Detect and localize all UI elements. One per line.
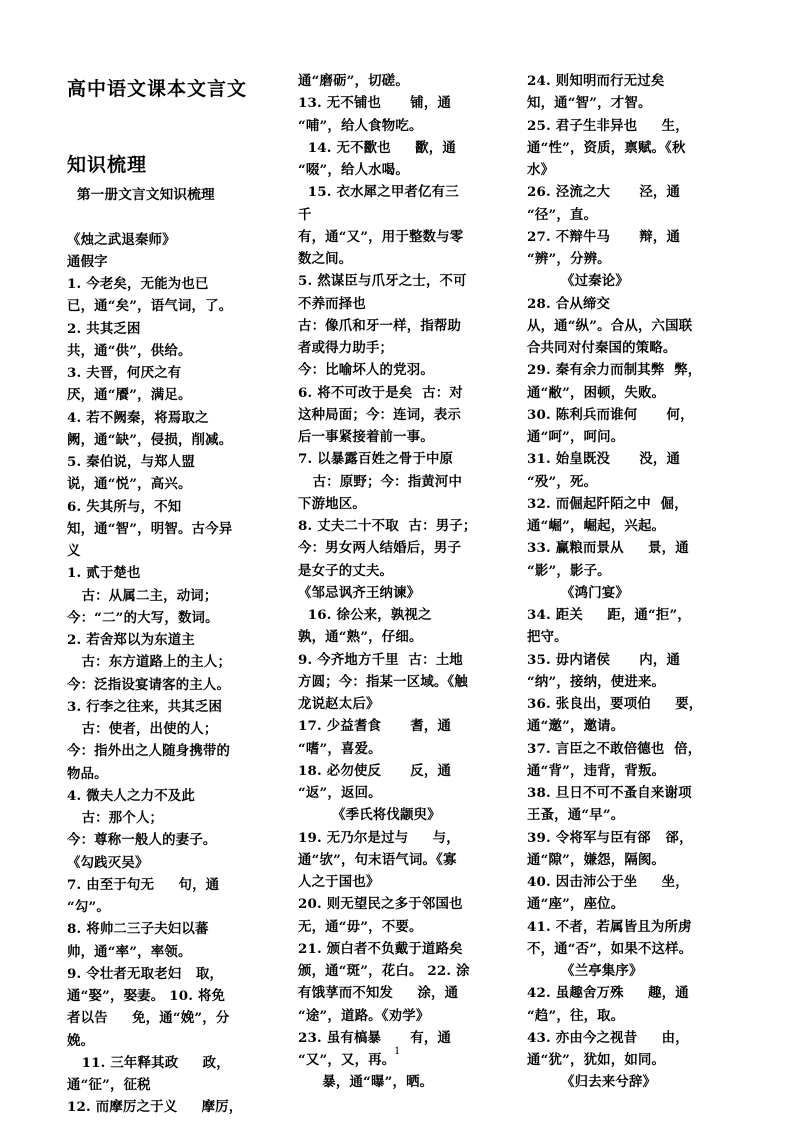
text-line: 不养而择也	[298, 295, 366, 312]
text-line: 《过秦论》	[527, 273, 629, 290]
text-line: 28. 合从缔交	[527, 295, 611, 312]
text-line: 物品。	[67, 765, 108, 782]
text-line: 15. 衣水犀之甲者亿有三	[298, 184, 459, 201]
text-line: 5. 然谋臣与爪牙之士，不可	[298, 273, 467, 290]
text-line: 21. 颁白者不负戴于道路矣	[298, 940, 463, 957]
text-column-left	[67, 70, 275, 1119]
text-line: 古：从属二主，动词；	[67, 587, 218, 604]
text-line: 今：泛指设宴请客的主人。	[67, 676, 231, 693]
text-line: 今：“二”的大写，数词。	[67, 609, 219, 626]
text-line: 9. 令壮者无取老妇 取，	[67, 965, 224, 982]
text-line: 古：东方道路上的主人；	[67, 654, 232, 671]
text-line: 者以告 免，通“娩”，分	[67, 1010, 230, 1027]
text-line: 4. 若不阙秦，将焉取之	[67, 409, 209, 426]
text-line: 无，通“毋”，不要。	[298, 918, 423, 935]
text-line: 34. 距关 距，通“拒”，	[527, 607, 692, 623]
text-line: 后一事紧接着前一事。	[298, 429, 434, 445]
text-line: 《鸿门宴》	[527, 584, 629, 601]
text-line: 古：原野；今：指黄河中	[298, 473, 463, 490]
text-line: 6. 将不可改于是矣 古：对	[298, 384, 463, 401]
text-line: 12. 而摩厉之于义 摩厉，	[67, 1099, 243, 1116]
text-line: 40. 因击沛公于坐 坐，	[527, 874, 689, 890]
text-line: “纳”，接纳，使进来。	[527, 673, 666, 690]
text-line: 19. 无乃尔是过与 与，	[298, 829, 460, 846]
text-line: 14. 无不歠也 歠，通	[298, 139, 456, 156]
text-column-middle	[298, 70, 504, 1094]
text-line: 1. 贰于楚也	[67, 565, 141, 582]
text-line: 知，通“智”，才智。	[527, 95, 652, 112]
text-line: 千	[298, 206, 312, 223]
text-line: 合共同对付秦国的策略。	[527, 340, 677, 356]
text-line: 30. 陈利兵而谁何 何，	[527, 406, 694, 423]
document-title-line: 高中语文课本文言文	[67, 78, 248, 100]
text-line: 通“性”，资质，禀赋。《秋	[527, 139, 686, 156]
text-line: 从，通“纵”。合从，六国联	[527, 317, 693, 334]
text-line: 已，通“矣”，语气词，了。	[67, 298, 233, 315]
text-line: 2. 共其乏困	[67, 320, 141, 337]
text-line: 方圆；今：指某一区域。《触	[298, 673, 468, 690]
text-line: 暴，通“曝”，晒。	[298, 1074, 434, 1091]
text-line: 今：指外出之人随身携带的	[67, 743, 231, 760]
text-line: 通“隙”，嫌怨，隔阂。	[527, 851, 666, 868]
text-line: 通“征”，征税	[67, 1077, 151, 1093]
text-line: 8. 丈夫二十不取 古：男子；	[298, 518, 477, 534]
text-line: “趋”，往，取。	[527, 1007, 625, 1024]
text-line: 13. 无不铺也 铺，通	[298, 95, 452, 112]
text-line: 2. 若舍郑以为东道主	[67, 632, 195, 648]
text-line: 31. 始皇既没 没，通	[527, 451, 681, 468]
text-line: 《归去来兮辞》	[527, 1074, 657, 1091]
text-line: 27. 不辩牛马 辩，通	[527, 228, 681, 245]
text-line	[67, 206, 275, 228]
text-line: 《烛之武退秦师》	[67, 231, 176, 248]
text-line: 通假字	[67, 253, 108, 270]
text-line: 《勾践灭吴》	[67, 854, 149, 871]
text-line: 龙说赵太后》	[298, 696, 380, 712]
text-line: 6. 失其所与，不知	[67, 498, 182, 515]
text-line: 通“犹”，犹如，如同。	[527, 1052, 666, 1068]
text-line: 颁，通“斑”，花白。 22. 涂	[298, 963, 470, 979]
text-line: 通“背”，违背，背叛。	[527, 762, 666, 779]
text-line: 不，通“否”，如果不这样。	[527, 940, 693, 957]
text-line: 水》	[527, 162, 555, 178]
text-line: 41. 不者，若属皆且为所虏	[527, 918, 692, 935]
text-line: 者或得力助手；	[298, 340, 394, 356]
text-column-right	[527, 70, 733, 1094]
text-line: 16. 徐公来，孰视之	[298, 607, 432, 623]
text-line: 9. 今齐地方千里 古：土地	[298, 651, 463, 668]
text-line: 通“敝”，困顿，失败。	[527, 384, 666, 401]
text-line: 3. 行李之往来，共其乏困	[67, 698, 223, 715]
text-line: 古：那个人；	[67, 810, 164, 826]
text-line: 通“磨砺”，切磋。	[298, 73, 409, 89]
text-line: 义	[67, 543, 81, 559]
text-line: “返”，返回。	[298, 785, 382, 801]
text-line: 29. 秦有余力而制其弊 弊，	[527, 362, 702, 379]
text-line: 33. 赢粮而景从 景，通	[527, 540, 689, 557]
text-line: 18. 必勿使反 反，通	[298, 762, 452, 779]
text-line: 24. 则知明而行无过矣	[527, 73, 665, 89]
text-line: “殁”，死。	[527, 473, 598, 490]
text-line: 知，通“智”，明智。古今异	[67, 520, 233, 537]
text-line: 26. 泾流之大 泾，通	[527, 184, 681, 201]
text-line: 娩。	[67, 1032, 95, 1049]
text-line: 是女子的丈夫。	[298, 562, 394, 579]
text-line: 说，通“悦”，高兴。	[67, 476, 192, 493]
text-line: “勾”。	[67, 899, 110, 915]
text-line: 有，通“又”，用于整数与零	[298, 228, 464, 245]
text-line: 25. 君子生非异也 生，	[527, 117, 689, 134]
text-line: 43. 亦由今之视昔 由，	[527, 1029, 689, 1046]
text-line: 通“呵”，呵问。	[527, 429, 625, 445]
text-line: 王蚤，通“早”。	[527, 807, 625, 824]
document-title-line: 知识梳理	[67, 154, 148, 176]
text-line: 5. 秦伯说，与郑人盟	[67, 454, 195, 470]
text-line: 11. 三年释其政 政，	[67, 1054, 230, 1071]
text-line: 今：尊称一般人的妻子。	[67, 832, 217, 849]
text-line: 《兰亭集序》	[527, 963, 643, 979]
text-line: 39. 令将军与臣有郤 郤，	[527, 829, 693, 846]
text-line: “径”，直。	[527, 206, 598, 223]
text-line: 厌，通“餍”，满足。	[67, 387, 192, 404]
text-line: 数之间。	[298, 251, 353, 267]
text-line: 8. 将帅二三子夫妇以蕃	[67, 921, 209, 938]
section-heading: 第一册文言文知识梳理	[67, 187, 215, 203]
text-line: 4. 微夫人之力不及此	[67, 787, 195, 804]
text-line: 下游地区。	[298, 495, 366, 512]
text-line: “啜”，给人水喝。	[298, 162, 409, 178]
text-line: “哺”，给人食物吃。	[298, 117, 423, 134]
text-line: 《季氏将伐颛臾》	[298, 807, 441, 824]
text-line: 阙，通“缺”，侵损，削减。	[67, 431, 233, 448]
text-line: 38. 旦日不可不蚤自来谢项	[527, 785, 692, 801]
text-line: 7. 由至于句无 句，通	[67, 876, 220, 893]
text-line: “又”，又，再。	[298, 1052, 396, 1068]
text-line: 1. 今老矣，无能为也已	[67, 276, 209, 292]
text-line: 通“欤”，句末语气词。《寡	[298, 851, 457, 868]
text-line: “嗜”，喜爱。	[298, 740, 382, 757]
text-line: “影”，影子。	[527, 562, 611, 579]
text-line: “途”，道路。《劝学》	[298, 1007, 430, 1024]
text-line: 今：比喻坏人的党羽。	[298, 362, 434, 379]
text-line: 37. 言臣之不敢倍德也 倍，	[527, 740, 702, 757]
text-line: 《邹忌讽齐王纳谏》	[298, 584, 421, 601]
text-line: 共，通“供”，供给。	[67, 342, 192, 359]
text-line: 17. 少益耆食 耆，通	[298, 718, 452, 735]
text-line: 这种局面；今：连词，表示	[298, 406, 462, 423]
text-line: 23. 虽有槁暴 有，通	[298, 1029, 452, 1046]
text-line: 通“娶”，娶妻。 10. 将免	[67, 988, 226, 1004]
text-line: 人之于国也》	[298, 874, 380, 890]
text-line: 32. 而倔起阡陌之中 倔，	[527, 495, 688, 512]
text-line: 20. 则无望民之多于邻国也	[298, 896, 463, 913]
text-line: 42. 虽趣舍万殊 趣，通	[527, 985, 689, 1002]
text-line: 通“崛”，崛起，兴起。	[527, 518, 666, 534]
text-line: 7. 以暴露百姓之骨于中原	[298, 451, 454, 468]
text-line: “辨”，分辨。	[527, 251, 611, 267]
text-line: 帅，通“率”，率领。	[67, 943, 192, 960]
text-line: 今：男女两人结婚后，男子	[298, 540, 462, 557]
text-line: 有饿莩而不知发 涂，通	[298, 985, 459, 1002]
text-line: 3. 夫晋，何厌之有	[67, 365, 182, 381]
text-line: 36. 张良出，要项伯 要，	[527, 696, 703, 712]
text-line: 通“邀”，邀请。	[527, 718, 625, 735]
document-title-line	[67, 108, 275, 146]
text-line: 把守。	[527, 629, 568, 646]
text-line: 古：使者，出使的人；	[67, 721, 218, 737]
text-line: 孰，通“熟”，仔细。	[298, 629, 423, 646]
text-line: 35. 毋内诸侯 内，通	[527, 651, 681, 668]
page-number: 1	[394, 1043, 400, 1057]
text-line: 古：像爪和牙一样，指帮助	[298, 317, 462, 334]
text-line: 通“座”，座位。	[527, 896, 625, 913]
